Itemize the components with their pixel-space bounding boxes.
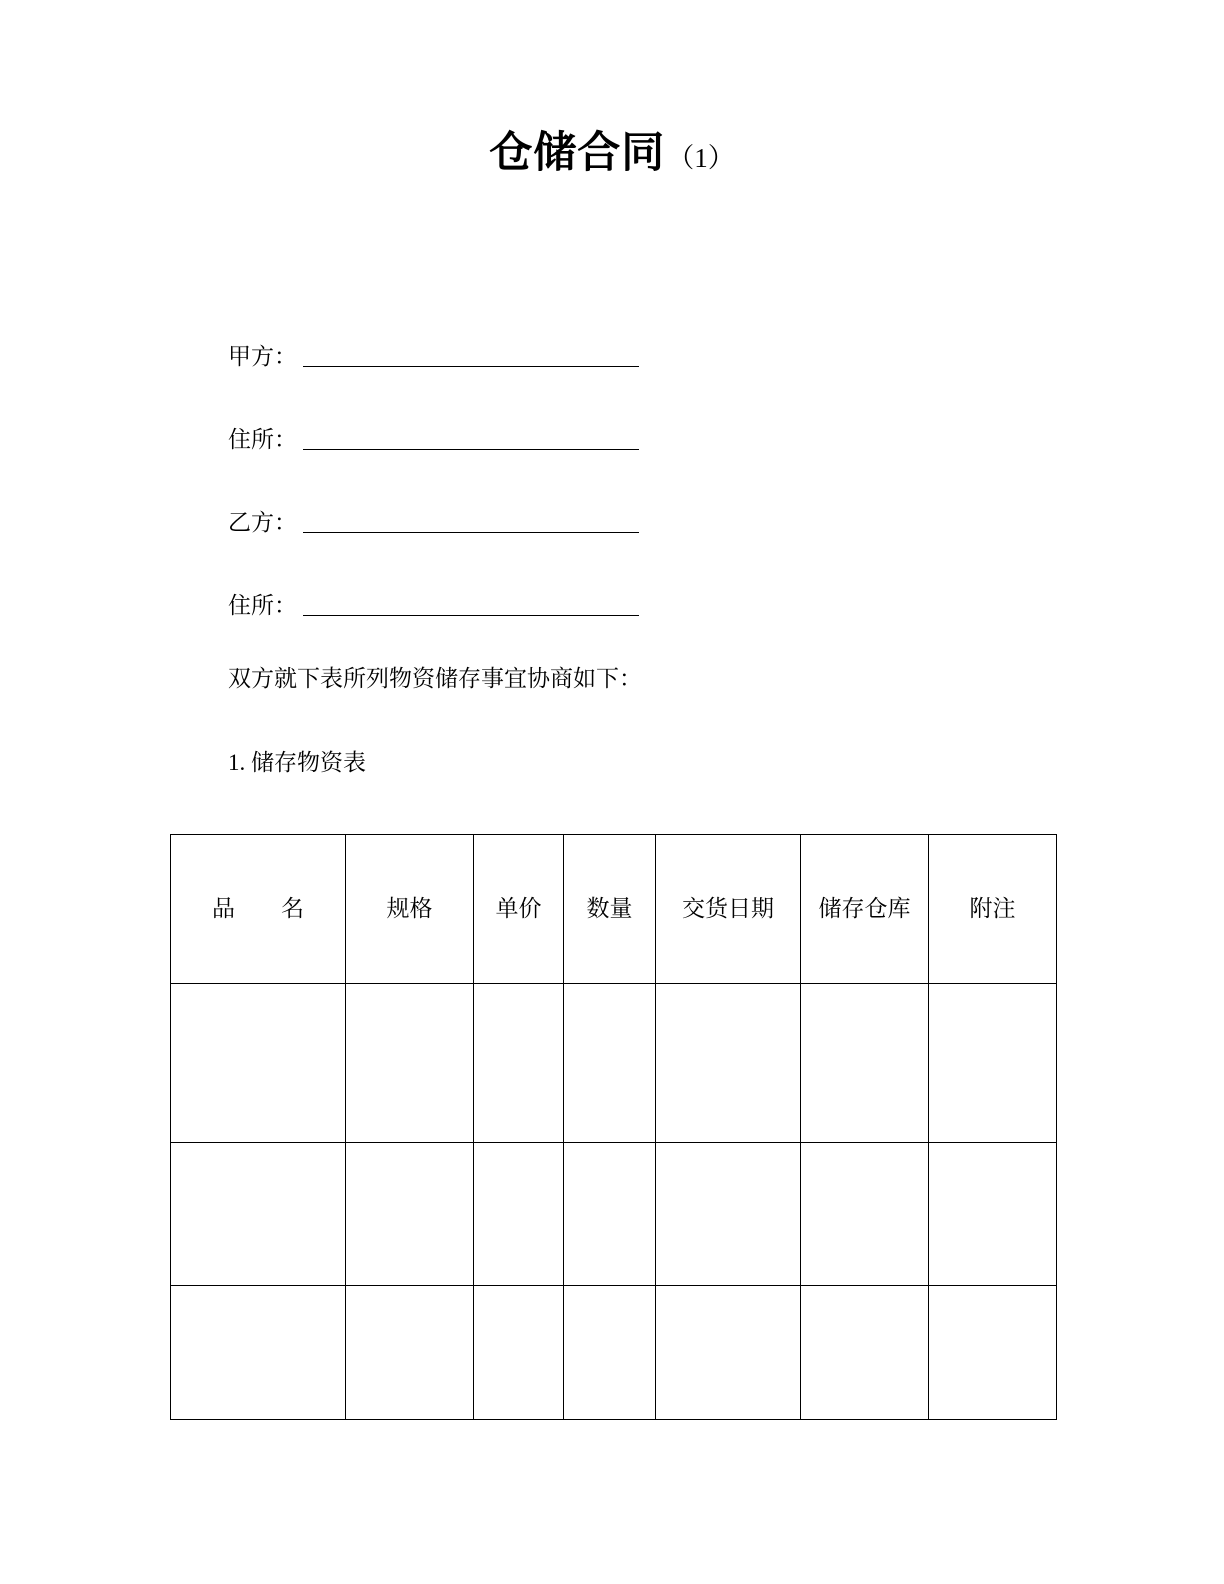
field-party-b-address: [228, 589, 639, 621]
table-cell-unit-price[interactable]: [474, 984, 564, 1143]
field-party-b-address-label: 住所：: [228, 593, 297, 618]
table-cell-product-name[interactable]: [171, 984, 346, 1143]
table-cell-quantity[interactable]: [564, 984, 656, 1143]
goods-table: [170, 834, 1057, 1420]
field-party-b-rule[interactable]: [303, 532, 639, 533]
field-party-b: [228, 506, 639, 538]
table-cell-warehouse[interactable]: [801, 1286, 929, 1420]
table-cell-remarks[interactable]: [929, 1143, 1057, 1286]
table-cell-unit-price[interactable]: [474, 1143, 564, 1286]
page-title: [0, 128, 1224, 178]
field-party-b-label: 乙方：: [228, 510, 297, 535]
table-cell-quantity[interactable]: [564, 1286, 656, 1420]
field-party-a: [228, 340, 639, 372]
table-header-warehouse: 储存仓库: [801, 835, 929, 984]
table-cell-unit-price[interactable]: [474, 1286, 564, 1420]
intro-paragraph: 双方就下表所列物资储存事宜协商如下：: [228, 666, 642, 691]
table-cell-remarks[interactable]: [929, 1286, 1057, 1420]
table-cell-remarks[interactable]: [929, 984, 1057, 1143]
field-party-a-address-rule[interactable]: [303, 449, 639, 450]
section-heading-goods-table: 1. 储存物资表: [228, 750, 366, 775]
table-cell-spec[interactable]: [346, 1143, 474, 1286]
field-party-a-address-label: 住所：: [228, 427, 297, 452]
table-header-quantity: 数量: [564, 835, 656, 984]
table-cell-delivery-date[interactable]: [656, 1286, 801, 1420]
table-header-spec: 规格: [346, 835, 474, 984]
table-cell-spec[interactable]: [346, 1286, 474, 1420]
table-cell-warehouse[interactable]: [801, 984, 929, 1143]
table-cell-warehouse[interactable]: [801, 1143, 929, 1286]
table-row: [171, 984, 1057, 1143]
page-title-main: 仓储合同: [489, 128, 666, 178]
table-cell-delivery-date[interactable]: [656, 984, 801, 1143]
table-cell-quantity[interactable]: [564, 1143, 656, 1286]
field-party-a-label: 甲方：: [228, 344, 297, 369]
table-row: [171, 1286, 1057, 1420]
table-cell-spec[interactable]: [346, 984, 474, 1143]
table-header-row: [171, 835, 1057, 984]
table-cell-product-name[interactable]: [171, 1286, 346, 1420]
table-cell-delivery-date[interactable]: [656, 1143, 801, 1286]
table-header-delivery-date: 交货日期: [656, 835, 801, 984]
field-party-a-address: [228, 423, 639, 455]
table-header-unit-price: 单价: [474, 835, 564, 984]
table-row: [171, 1143, 1057, 1286]
field-party-a-rule[interactable]: [303, 366, 639, 367]
field-party-b-address-rule[interactable]: [303, 615, 639, 616]
table-header-remarks: 附注: [929, 835, 1057, 984]
table-header-product-name: 品 名: [171, 835, 346, 984]
table-cell-product-name[interactable]: [171, 1143, 346, 1286]
page-title-suffix: （1）: [667, 143, 735, 173]
